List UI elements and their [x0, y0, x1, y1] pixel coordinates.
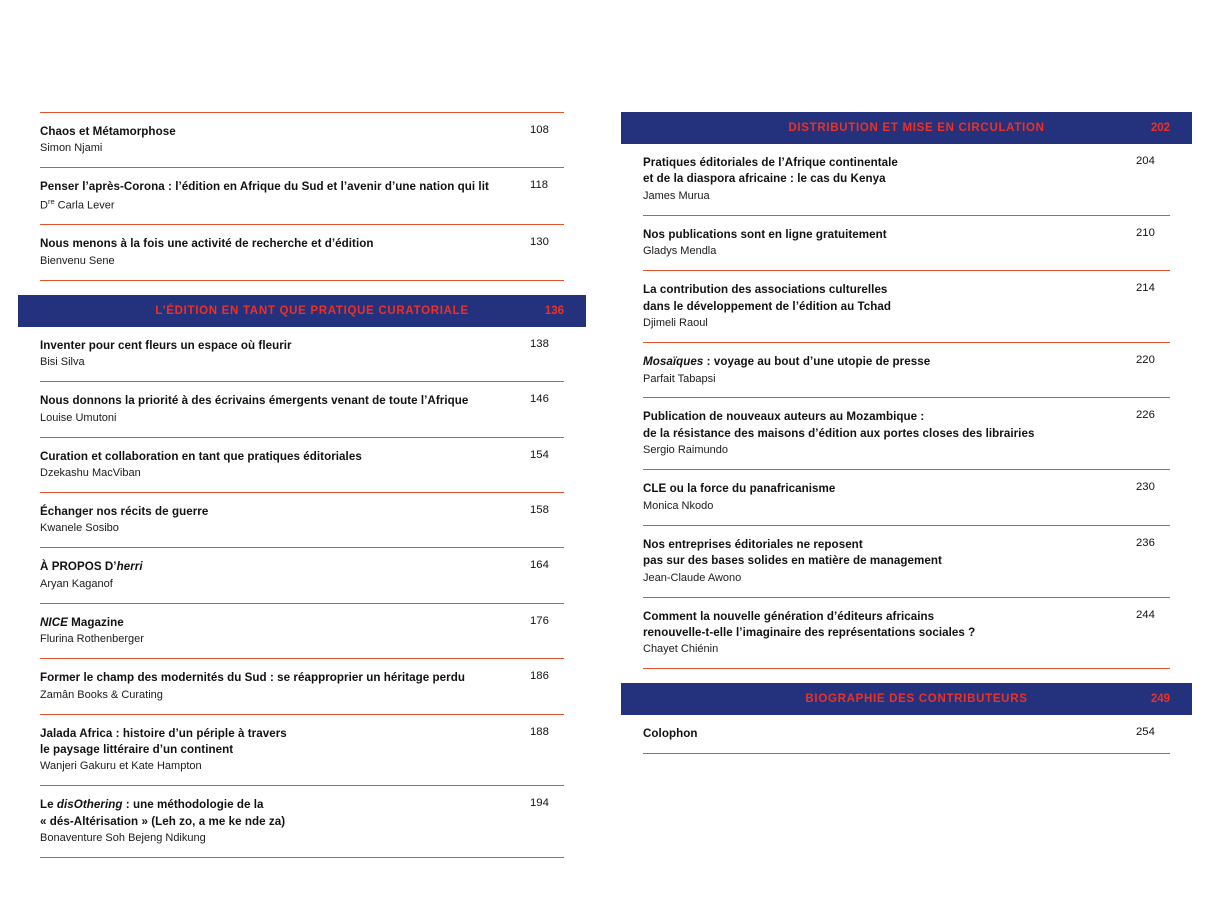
toc-entry-text [40, 504, 530, 537]
toc-section-page-number: 202 [1150, 122, 1170, 134]
toc-entry-title: CLE ou la force du panafricanisme [643, 482, 836, 496]
toc-entry-text [40, 393, 530, 426]
toc-entry-page-number: 158 [530, 504, 549, 516]
toc-entry-author: Flurina Rothenberger [40, 633, 144, 646]
toc-entry-page-number: 138 [530, 337, 549, 350]
toc-entry-title: Curation et collaboration en tant que pratiques éditoriales [40, 449, 362, 463]
toc-entry-title: Nos entreprises éditoriales ne reposent pas sur des bases solides en matière de management [643, 537, 942, 568]
toc-entry-text [40, 179, 530, 214]
toc-entry-text [40, 124, 530, 157]
toc-entry-title: Le disOthering : une méthodologie de la « dés-Altérisation » (Leh zo, a me ke nde za) [40, 798, 286, 828]
toc-entry[interactable] [40, 493, 564, 548]
toc-entry-text [643, 409, 1136, 459]
toc-entry[interactable] [643, 144, 1170, 216]
toc-entry-text [40, 236, 530, 269]
toc-entry[interactable] [643, 470, 1170, 525]
toc-entry-page-number: 130 [530, 236, 549, 249]
toc-section-title: BIOGRAPHIE DES CONTRIBUTEURS [805, 693, 1028, 706]
toc-entry-author: Wanjeri Gakuru et Kate Hampton [40, 760, 202, 773]
toc-entry[interactable] [40, 382, 564, 437]
toc-entry-text [643, 227, 1136, 260]
toc-entry-author: Louise Umutoni [40, 411, 117, 424]
toc-entry-title: Nous menons à la fois une activité de recherche et d’édition [40, 237, 374, 251]
toc-entry[interactable] [643, 398, 1170, 470]
toc-section-banner[interactable] [18, 295, 586, 327]
toc-entry-author: Aryan Kaganof [40, 577, 113, 590]
toc-entry-author: Jean-Claude Awono [643, 571, 742, 584]
toc-entry-list [18, 112, 586, 281]
toc-entry-title: Former le champ des modernités du Sud : se réapproprier un héritage perdu [40, 671, 465, 685]
toc-section-page-number: 249 [1150, 693, 1170, 706]
toc-entry-list [621, 715, 1192, 753]
toc-entry[interactable] [40, 786, 564, 858]
toc-entry-author: Monica Nkodo [643, 499, 714, 512]
toc-entry-title: NICE Magazine [40, 615, 124, 629]
toc-entry-text [643, 155, 1136, 205]
toc-entry-title: Pratiques éditoriales de l’Afrique continentale et de la diaspora africaine : le cas du Kenya [643, 156, 898, 186]
toc-section-title: DISTRIBUTION ET MISE EN CIRCULATION [788, 122, 1045, 134]
toc-entry[interactable] [40, 112, 564, 168]
toc-entry-page-number: 154 [530, 448, 549, 461]
toc-entry[interactable] [40, 715, 564, 787]
toc-entry[interactable] [643, 526, 1170, 598]
toc-entry-title: Mosaïques : voyage au bout d’une utopie de presse [643, 355, 931, 369]
toc-entry-author: Bisi Silva [40, 356, 85, 369]
toc-entry[interactable] [40, 327, 564, 382]
toc-entry-list [621, 144, 1192, 669]
toc-entry-title: Échanger nos récits de guerre [40, 505, 209, 518]
toc-entry-author: Kwanele Sosibo [40, 522, 119, 535]
toc-entry[interactable] [643, 271, 1170, 343]
toc-entry-page-number: 176 [530, 614, 549, 627]
toc-entry-text [643, 726, 1136, 742]
toc-entry[interactable] [643, 598, 1170, 670]
toc-entry-page-number: 188 [530, 725, 549, 738]
toc-section-banner[interactable] [621, 112, 1192, 144]
toc-entry-page-number: 108 [530, 124, 549, 136]
toc-entry-page-number: 186 [530, 670, 549, 683]
toc-column-right [621, 112, 1192, 754]
toc-entry-title: À PROPOS D’herri [40, 560, 143, 574]
toc-entry-title: Colophon [643, 727, 698, 741]
toc-entry-text [40, 797, 530, 847]
toc-entry-text [643, 282, 1136, 332]
toc-entry[interactable] [40, 604, 564, 659]
toc-entry-text [643, 354, 1136, 387]
toc-entry-page-number: 214 [1136, 282, 1155, 295]
toc-entry[interactable] [40, 548, 564, 603]
toc-entry[interactable] [40, 438, 564, 493]
toc-entry-text [40, 670, 530, 703]
toc-section-banner[interactable] [621, 683, 1192, 715]
toc-entry-author: Zamân Books & Curating [40, 688, 163, 701]
toc-entry-author: Bienvenu Sene [40, 254, 115, 267]
toc-entry-page-number: 204 [1136, 155, 1155, 167]
toc-entry[interactable] [643, 216, 1170, 271]
toc-entry-title: Comment la nouvelle génération d’éditeurs africains renouvelle-t-elle l’imaginaire des représentations sociales ? [643, 609, 976, 639]
toc-entry-page-number: 244 [1136, 608, 1155, 621]
toc-entry-page-number: 226 [1136, 409, 1155, 422]
toc-entry-list [18, 327, 586, 858]
toc-entry-title: Publication de nouveaux auteurs au Mozambique : de la résistance des maisons d’édition aux portes closes des librairies [643, 410, 1035, 440]
toc-entry-text [40, 726, 530, 776]
toc-entry[interactable] [643, 715, 1170, 753]
toc-entry-page-number: 118 [530, 179, 549, 192]
toc-entry-page-number: 236 [1136, 536, 1155, 549]
toc-entry-page-number: 146 [530, 393, 549, 406]
toc-entry-author: Parfait Tabapsi [643, 372, 716, 385]
toc-entry-author: Gladys Mendla [643, 245, 717, 258]
toc-entry-page-number: 164 [530, 559, 549, 572]
toc-entry-page-number: 220 [1136, 354, 1155, 367]
toc-section-page-number: 136 [544, 304, 564, 317]
toc-entry-title: Chaos et Métamorphose [40, 125, 176, 138]
toc-entry-author: Bonaventure Soh Bejeng Ndikung [40, 832, 206, 845]
toc-entry-author: Djimeli Raoul [643, 317, 708, 330]
toc-entry-author: Simon Njami [40, 142, 103, 155]
toc-entry-title: Nous donnons la priorité à des écrivains émergents venant de toute l’Afrique [40, 394, 469, 408]
toc-entry-page-number: 194 [530, 797, 549, 810]
toc-entry-text [40, 615, 530, 648]
toc-entry-text [40, 338, 530, 371]
toc-entry-text [643, 609, 1136, 659]
toc-entry-page-number: 230 [1136, 481, 1155, 494]
toc-entry-title: Penser l’après-Corona : l’édition en Afrique du Sud et l’avenir d’une nation qui lit [40, 180, 489, 194]
toc-entry-author: Dre Carla Lever [40, 196, 115, 212]
toc-column-left [18, 112, 586, 858]
toc-entry[interactable] [40, 168, 564, 225]
toc-entry-text [40, 449, 530, 482]
toc-entry-text [643, 481, 1136, 514]
toc-entry-page-number: 254 [1136, 726, 1155, 739]
toc-entry-title: Nos publications sont en ligne gratuitement [643, 227, 887, 241]
toc-entry-text [643, 537, 1136, 587]
toc-entry-author: James Murua [643, 189, 710, 202]
toc-entry[interactable] [643, 343, 1170, 398]
toc-entry[interactable] [40, 659, 564, 714]
toc-entry[interactable] [40, 225, 564, 280]
toc-entry-title: La contribution des associations culturelles dans le développement de l’édition au Tchad [643, 283, 892, 313]
toc-entry-author: Sergio Raimundo [643, 444, 728, 457]
toc-entry-text [40, 559, 530, 592]
toc-entry-author: Chayet Chiénin [643, 643, 719, 656]
toc-entry-page-number: 210 [1136, 226, 1155, 239]
toc-entry-title: Jalada Africa : histoire d’un périple à travers le paysage littéraire d’un continent [40, 726, 287, 757]
toc-entry-author: Dzekashu MacViban [40, 467, 141, 480]
toc-entry-title: Inventer pour cent fleurs un espace où fleurir [40, 338, 292, 352]
toc-section-title: L’ÉDITION EN TANT QUE PRATIQUE CURATORIALE [155, 304, 469, 317]
